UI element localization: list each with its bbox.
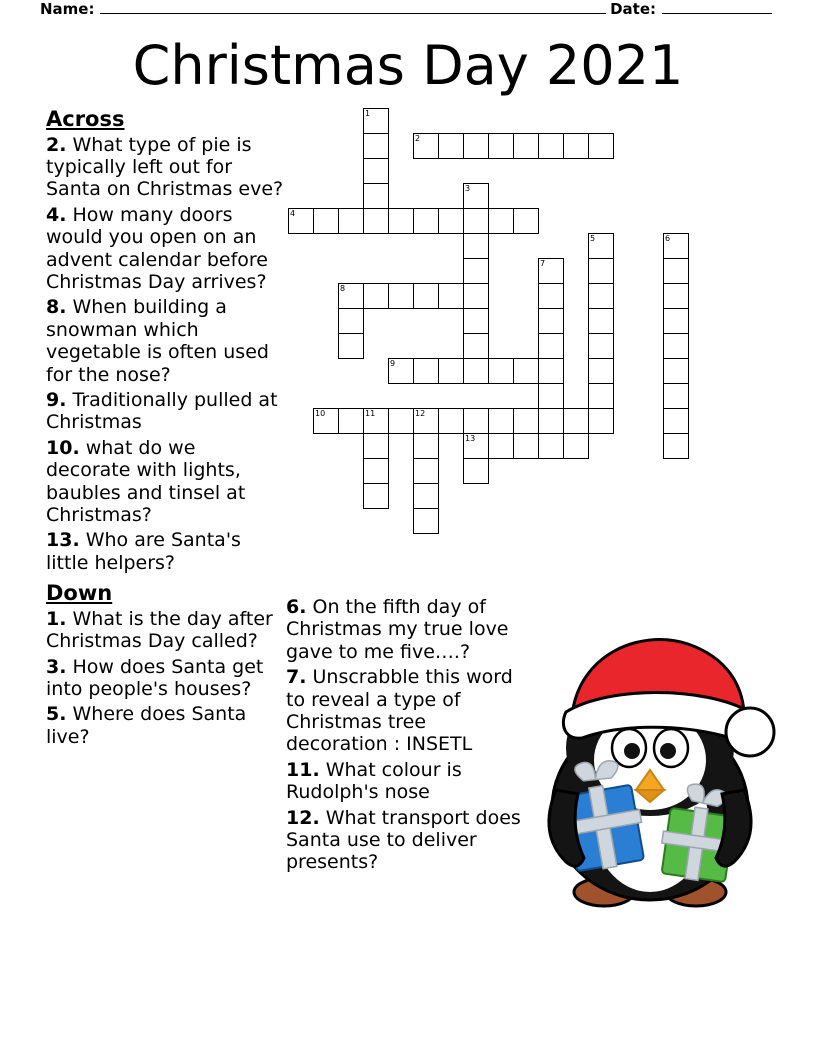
crossword-cell[interactable]	[663, 283, 689, 309]
crossword-cell[interactable]	[413, 508, 439, 534]
cell-number: 8	[340, 284, 346, 293]
clue-column-right	[286, 596, 526, 877]
clue-down-12	[286, 807, 526, 874]
crossword-cell[interactable]	[538, 283, 564, 309]
clue-number: 13.	[46, 529, 80, 552]
clue-down-1	[46, 608, 284, 653]
crossword-cell[interactable]	[588, 383, 614, 409]
across-heading: Across	[46, 107, 125, 131]
crossword-cell[interactable]	[588, 333, 614, 359]
crossword-cell[interactable]	[413, 133, 439, 159]
clue-across-10	[46, 437, 284, 527]
crossword-cell[interactable]	[413, 458, 439, 484]
date-input-rule[interactable]	[662, 1, 772, 14]
crossword-cell[interactable]	[663, 433, 689, 459]
cell-number: 13	[465, 434, 476, 443]
crossword-cell[interactable]	[588, 358, 614, 384]
crossword-cell[interactable]	[463, 458, 489, 484]
crossword-cell[interactable]	[463, 433, 489, 459]
clue-text: what do we decorate with lights, baubles and tinsel at Christmas?	[46, 436, 246, 527]
name-date-line	[40, 0, 776, 24]
crossword-cell[interactable]	[538, 333, 564, 359]
crossword-cell[interactable]	[588, 133, 614, 159]
crossword-cell[interactable]	[513, 208, 539, 234]
crossword-cell[interactable]	[463, 408, 489, 434]
cell-number: 3	[465, 184, 471, 193]
crossword-cell[interactable]	[363, 458, 389, 484]
cell-number: 6	[665, 234, 671, 243]
crossword-cell[interactable]	[438, 208, 464, 234]
crossword-cell[interactable]	[388, 408, 414, 434]
clue-number: 9.	[46, 388, 67, 411]
clue-number: 11.	[286, 758, 320, 781]
clue-number: 4.	[46, 203, 67, 226]
crossword-cell[interactable]	[338, 408, 364, 434]
crossword-cell[interactable]	[313, 208, 339, 234]
crossword-cell[interactable]	[338, 333, 364, 359]
crossword-cell[interactable]	[663, 308, 689, 334]
cell-number: 12	[415, 409, 426, 418]
cell-number: 4	[290, 209, 296, 218]
crossword-cell[interactable]	[663, 333, 689, 359]
crossword-cell[interactable]	[588, 408, 614, 434]
clue-number: 7.	[286, 666, 307, 689]
crossword-cell[interactable]	[363, 108, 389, 134]
cell-number: 5	[590, 234, 596, 243]
crossword-cell[interactable]	[563, 433, 589, 459]
clue-text: What transport does Santa use to deliver presents?	[286, 806, 521, 874]
clue-text: Where does Santa live?	[46, 703, 247, 748]
clue-number: 5.	[46, 703, 67, 726]
crossword-cell[interactable]	[563, 133, 589, 159]
crossword-cell[interactable]	[563, 408, 589, 434]
clue-number: 6.	[286, 596, 307, 618]
crossword-cell[interactable]	[663, 258, 689, 284]
clue-down-5	[46, 703, 284, 748]
clue-across-2	[46, 134, 284, 201]
crossword-grid[interactable]	[288, 108, 708, 588]
clue-number: 3.	[46, 655, 67, 678]
crossword-cell[interactable]	[513, 358, 539, 384]
clue-text: When building a snowman which vegetable is often used for the nose?	[46, 296, 269, 386]
crossword-cell[interactable]	[663, 408, 689, 434]
crossword-cell[interactable]	[463, 258, 489, 284]
clue-text: On the fifth day of Christmas my true love gave to me five….?	[286, 596, 509, 663]
crossword-cell[interactable]	[663, 233, 689, 259]
crossword-cell[interactable]	[488, 133, 514, 159]
clue-down-3	[46, 656, 284, 701]
cell-number: 2	[415, 134, 421, 143]
crossword-cell[interactable]	[463, 183, 489, 209]
crossword-cell[interactable]	[438, 408, 464, 434]
crossword-cell[interactable]	[413, 358, 439, 384]
crossword-cell[interactable]	[663, 383, 689, 409]
crossword-cell[interactable]	[488, 358, 514, 384]
crossword-cell[interactable]	[538, 433, 564, 459]
crossword-cell[interactable]	[338, 308, 364, 334]
crossword-cell[interactable]	[463, 333, 489, 359]
penguin-illustration	[528, 620, 776, 920]
clue-across-4	[46, 204, 284, 294]
clue-number: 1.	[46, 607, 67, 630]
crossword-cell[interactable]	[363, 483, 389, 509]
page-title: Christmas Day 2021	[132, 34, 684, 97]
clue-number: 2.	[46, 133, 67, 156]
cell-number: 9	[390, 359, 396, 368]
crossword-cell[interactable]	[438, 283, 464, 309]
crossword-cell[interactable]	[363, 208, 389, 234]
clue-column-left	[46, 108, 284, 751]
clue-text: Unscrabble this word to reveal a type of Christmas tree decoration : INSETL	[286, 666, 513, 756]
clue-across-9	[46, 389, 284, 434]
clue-down-6	[286, 596, 526, 663]
clue-text: How many doors would you open on an advent calendar before Christmas Day arrives?	[46, 203, 268, 293]
crossword-cell[interactable]	[388, 358, 414, 384]
clue-number: 8.	[46, 296, 67, 319]
cell-number: 11	[365, 409, 376, 418]
crossword-cell[interactable]	[363, 133, 389, 159]
crossword-cell[interactable]	[363, 183, 389, 209]
crossword-cell[interactable]	[463, 358, 489, 384]
crossword-cell[interactable]	[363, 408, 389, 434]
crossword-cell[interactable]	[388, 208, 414, 234]
name-label: Name:	[40, 0, 95, 18]
down-heading: Down	[46, 581, 113, 606]
crossword-cell[interactable]	[538, 258, 564, 284]
cell-number: 7	[540, 259, 546, 268]
crossword-cell[interactable]	[363, 433, 389, 459]
crossword-cell[interactable]	[463, 283, 489, 309]
crossword-cell[interactable]	[363, 283, 389, 309]
clue-across-8	[46, 296, 284, 386]
crossword-cell[interactable]	[338, 283, 364, 309]
crossword-cell[interactable]	[413, 433, 439, 459]
clue-text: Who are Santa's little helpers?	[46, 529, 241, 574]
clue-text: What type of pie is typically left out for Santa on Christmas eve?	[46, 133, 284, 201]
crossword-cell[interactable]	[388, 283, 414, 309]
crossword-cell[interactable]	[588, 308, 614, 334]
clue-text: How does Santa get into people's houses?	[46, 655, 264, 700]
date-label: Date:	[610, 0, 656, 18]
crossword-cell[interactable]	[463, 208, 489, 234]
clue-text: Traditionally pulled at Christmas	[46, 388, 278, 434]
crossword-cell[interactable]	[538, 308, 564, 334]
clue-down-7	[286, 666, 526, 756]
name-input-rule[interactable]	[100, 1, 606, 14]
crossword-cell[interactable]	[438, 358, 464, 384]
crossword-cell[interactable]	[463, 133, 489, 159]
clue-text: What is the day after Christmas Day called?	[46, 607, 273, 653]
clue-down-11	[286, 759, 526, 804]
crossword-cell[interactable]	[413, 483, 439, 509]
crossword-cell[interactable]	[463, 233, 489, 259]
crossword-cell[interactable]	[588, 233, 614, 259]
crossword-cell[interactable]	[438, 133, 464, 159]
crossword-cell[interactable]	[488, 433, 514, 459]
crossword-cell[interactable]	[538, 358, 564, 384]
crossword-cell[interactable]	[513, 408, 539, 434]
crossword-cell[interactable]	[338, 208, 364, 234]
crossword-cell[interactable]	[413, 283, 439, 309]
crossword-cell[interactable]	[488, 408, 514, 434]
clue-number: 12.	[286, 806, 320, 829]
cell-number: 10	[315, 409, 326, 418]
clue-across-13	[46, 529, 284, 574]
clue-text: What colour is Rudolph's nose	[286, 758, 462, 804]
crossword-cell[interactable]	[588, 258, 614, 284]
crossword-cell[interactable]	[663, 358, 689, 384]
crossword-cell[interactable]	[513, 133, 539, 159]
crossword-cell[interactable]	[413, 208, 439, 234]
crossword-cell[interactable]	[538, 408, 564, 434]
crossword-cell[interactable]	[538, 133, 564, 159]
crossword-cell[interactable]	[463, 308, 489, 334]
crossword-cell[interactable]	[313, 408, 339, 434]
crossword-cell[interactable]	[513, 433, 539, 459]
cell-number: 1	[365, 109, 371, 118]
crossword-cell[interactable]	[588, 283, 614, 309]
crossword-cell[interactable]	[413, 408, 439, 434]
crossword-cell[interactable]	[488, 208, 514, 234]
crossword-cell[interactable]	[538, 383, 564, 409]
crossword-cell[interactable]	[363, 158, 389, 184]
crossword-cell[interactable]	[288, 208, 314, 234]
clue-number: 10.	[46, 436, 80, 459]
